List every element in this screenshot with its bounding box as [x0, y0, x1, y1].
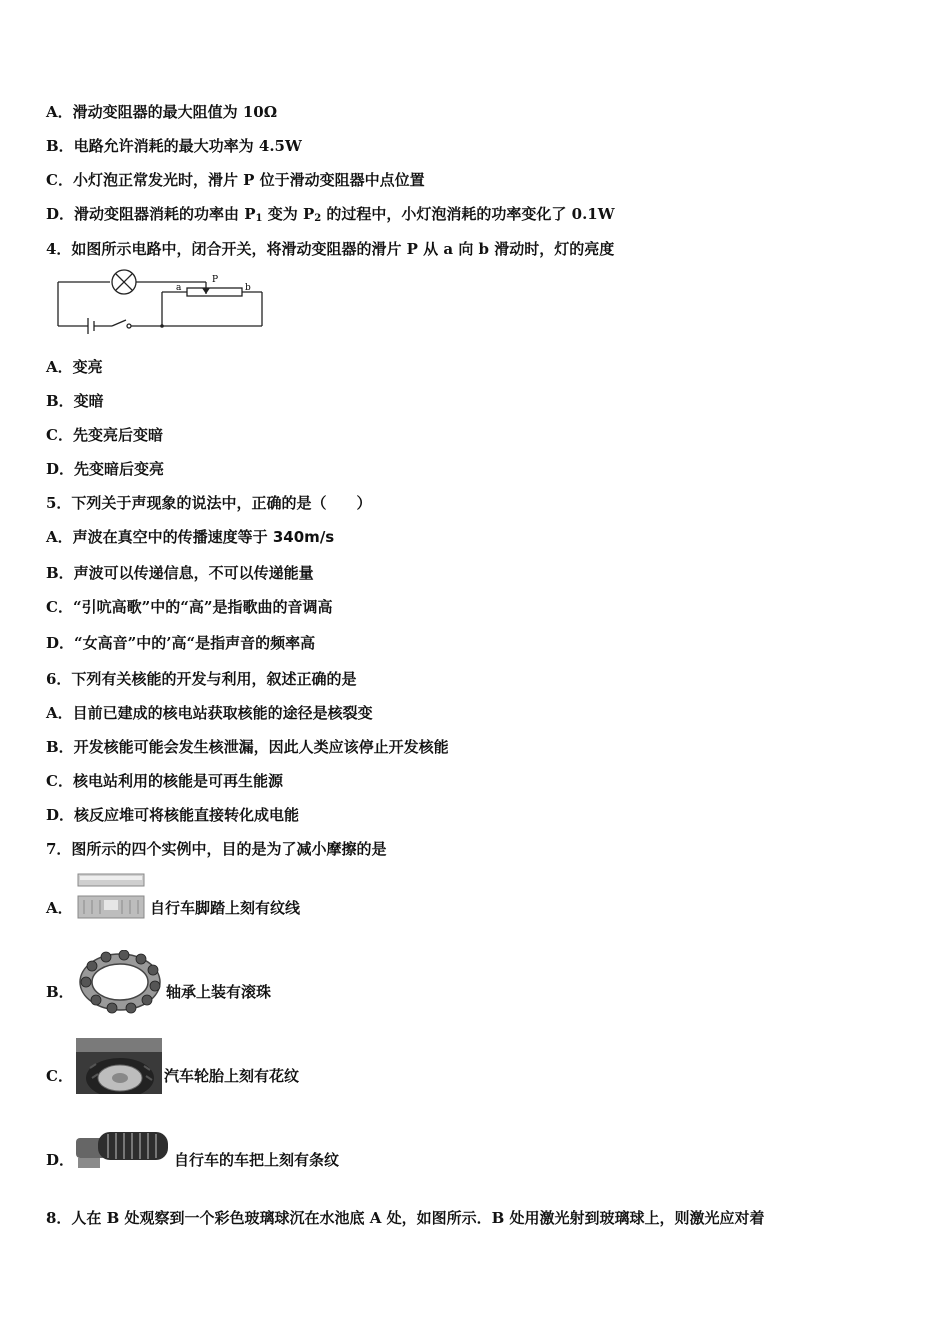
q7-option-b-text: 轴承上装有滚珠: [166, 983, 272, 1001]
q7-option-b-label: B．: [46, 983, 74, 1001]
q5-option-a: A．声波在真空中的传播速度等于 340m/s: [46, 528, 335, 546]
q4-option-b: B．变暗: [46, 392, 104, 410]
q7-stem: 7．图所示的四个实例中，目的是为了减小摩擦的是: [46, 840, 387, 858]
q7-option-c-label: C．: [46, 1067, 73, 1085]
q7-option-c-text: 汽车轮胎上刻有花纹: [164, 1067, 300, 1085]
handlebar-grip-image: [76, 1122, 172, 1174]
q3-option-a: A．滑动变阻器的最大阻值为 10Ω: [46, 103, 278, 121]
q4-option-a: A．变亮: [46, 358, 103, 376]
rheostat-icon: [187, 288, 242, 296]
q6-option-a: A．目前已建成的核电站获取核能的途径是核裂变: [46, 704, 373, 722]
bearing-image: [76, 950, 164, 1014]
q4-option-d: D．先变暗后变亮: [46, 460, 165, 478]
q8-stem: 8．人在 B 处观察到一个彩色玻璃球沉在水池底 A 处，如图所示．B 处用激光射到玻璃球上，则激光应对着: [46, 1209, 765, 1227]
q3-option-d: D．滑动变阻器消耗的功率由 $P_1$ 变为 $P_2$ 的过程中，小灯泡消耗的功率变化了 0.1W: [46, 205, 615, 224]
svg-text:a: a: [176, 283, 182, 293]
q4-stem: 4．如图所示电路中，闭合开关，将滑动变阻器的滑片 P 从 a 向 b 滑动时，灯的亮度: [46, 240, 615, 258]
q4-option-c: C．先变亮后变暗: [46, 426, 163, 444]
q5-option-c: C．“引吭高歌”中的“高”是指歌曲的音调高: [46, 598, 333, 616]
circuit-diagram: [50, 268, 270, 338]
q6-option-d: D．核反应堆可将核能直接转化成电能: [46, 806, 300, 824]
q3-option-c: C．小灯泡正常发光时，滑片 P 位于滑动变阻器中点位置: [46, 171, 425, 189]
q6-stem: 6．下列有关核能的开发与利用，叙述正确的是: [46, 670, 357, 688]
pedal-image: [76, 872, 146, 922]
tire-image: [76, 1038, 162, 1094]
q7-option-d-text: 自行车的车把上刻有条纹: [174, 1151, 340, 1169]
q3-option-b: B．电路允许消耗的最大功率为 4.5W: [46, 137, 302, 155]
q6-option-b: B．开发核能可能会发生核泄漏，因此人类应该停止开发核能: [46, 738, 449, 756]
svg-text:P: P: [212, 275, 219, 285]
q5-option-b: B．声波可以传递信息，不可以传递能量: [46, 564, 314, 582]
svg-text:b: b: [245, 283, 251, 293]
q5-option-d: D．“女高音”中的’高“是指声音的频率高: [46, 634, 316, 652]
q7-option-d-label: D．: [46, 1151, 75, 1169]
q7-option-a-text: 自行车脚踏上刻有纹线: [150, 899, 301, 917]
q7-option-a-label: A．: [46, 899, 73, 917]
q5-stem: 5．下列关于声现象的说法中，正确的是（ ）: [46, 494, 372, 512]
q6-option-c: C．核电站利用的核能是可再生能源: [46, 772, 283, 790]
